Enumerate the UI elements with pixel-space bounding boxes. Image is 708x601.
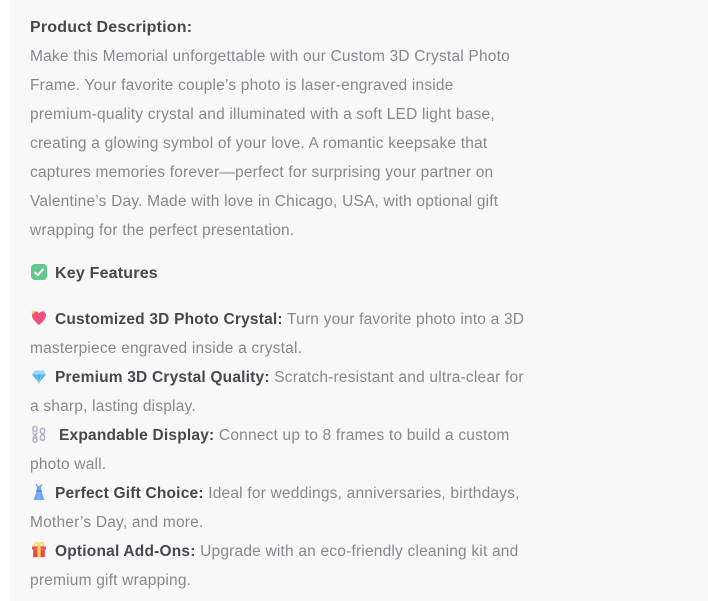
chains-icon (30, 425, 48, 443)
feature-text: Turn your favorite photo into a 3D (287, 311, 525, 328)
key-features-heading-label: Key Features (55, 265, 158, 282)
feature-continuation: photo wall. (30, 456, 107, 473)
description-line: captures memories forever—perfect for surprising your partner on (30, 164, 494, 181)
product-description-panel (10, 0, 708, 601)
key-features-heading (30, 259, 650, 288)
feature-first-line (30, 479, 650, 508)
feature-label: Expandable Display: (59, 427, 215, 444)
feature-label: Premium 3D Crystal Quality: (55, 369, 270, 386)
feature-item (30, 305, 650, 363)
feature-label: Optional Add-Ons: (55, 543, 196, 560)
feature-first-line (30, 421, 650, 450)
feature-label: Customized 3D Photo Crystal: (55, 311, 283, 328)
feature-item (30, 421, 650, 479)
gem-icon (30, 367, 48, 385)
description-line: Frame. Your favorite couple’s photo is laser-engraved inside (30, 77, 454, 94)
features-list (30, 305, 650, 595)
description-line: creating a glowing symbol of your love. A romantic keepsake that (30, 135, 488, 152)
description-line: wrapping for the perfect presentation. (30, 222, 295, 239)
feature-text: Scratch-resistant and ultra-clear for (274, 369, 524, 386)
description-line: premium-quality crystal and illuminated with a soft LED light base, (30, 106, 495, 123)
feature-first-line (30, 305, 650, 334)
description-line: Make this Memorial unforgettable with our Custom 3D Crystal Photo (30, 48, 510, 65)
dress-icon (30, 483, 48, 501)
feature-continuation: Mother’s Day, and more. (30, 514, 204, 531)
feature-item (30, 479, 650, 537)
feature-item (30, 537, 650, 595)
feature-text: Ideal for weddings, anniversaries, birthdays, (208, 485, 520, 502)
feature-continuation: a sharp, lasting display. (30, 398, 196, 415)
feature-label: Perfect Gift Choice: (55, 485, 204, 502)
sparkling-heart-icon (30, 309, 48, 327)
feature-continuation: masterpiece engraved inside a crystal. (30, 340, 303, 357)
feature-first-line (30, 363, 650, 392)
product-description-heading: Product Description: (30, 19, 193, 36)
description-line: Valentine’s Day. Made with love in Chicago, USA, with optional gift (30, 193, 499, 210)
product-description-content (10, 0, 670, 595)
check-icon (30, 263, 48, 281)
feature-first-line (30, 537, 650, 566)
feature-continuation: premium gift wrapping. (30, 572, 192, 589)
feature-item (30, 363, 650, 421)
feature-text: Upgrade with an eco-friendly cleaning kit and (200, 543, 519, 560)
gift-icon (30, 541, 48, 559)
feature-text: Connect up to 8 frames to build a custom (218, 427, 510, 444)
